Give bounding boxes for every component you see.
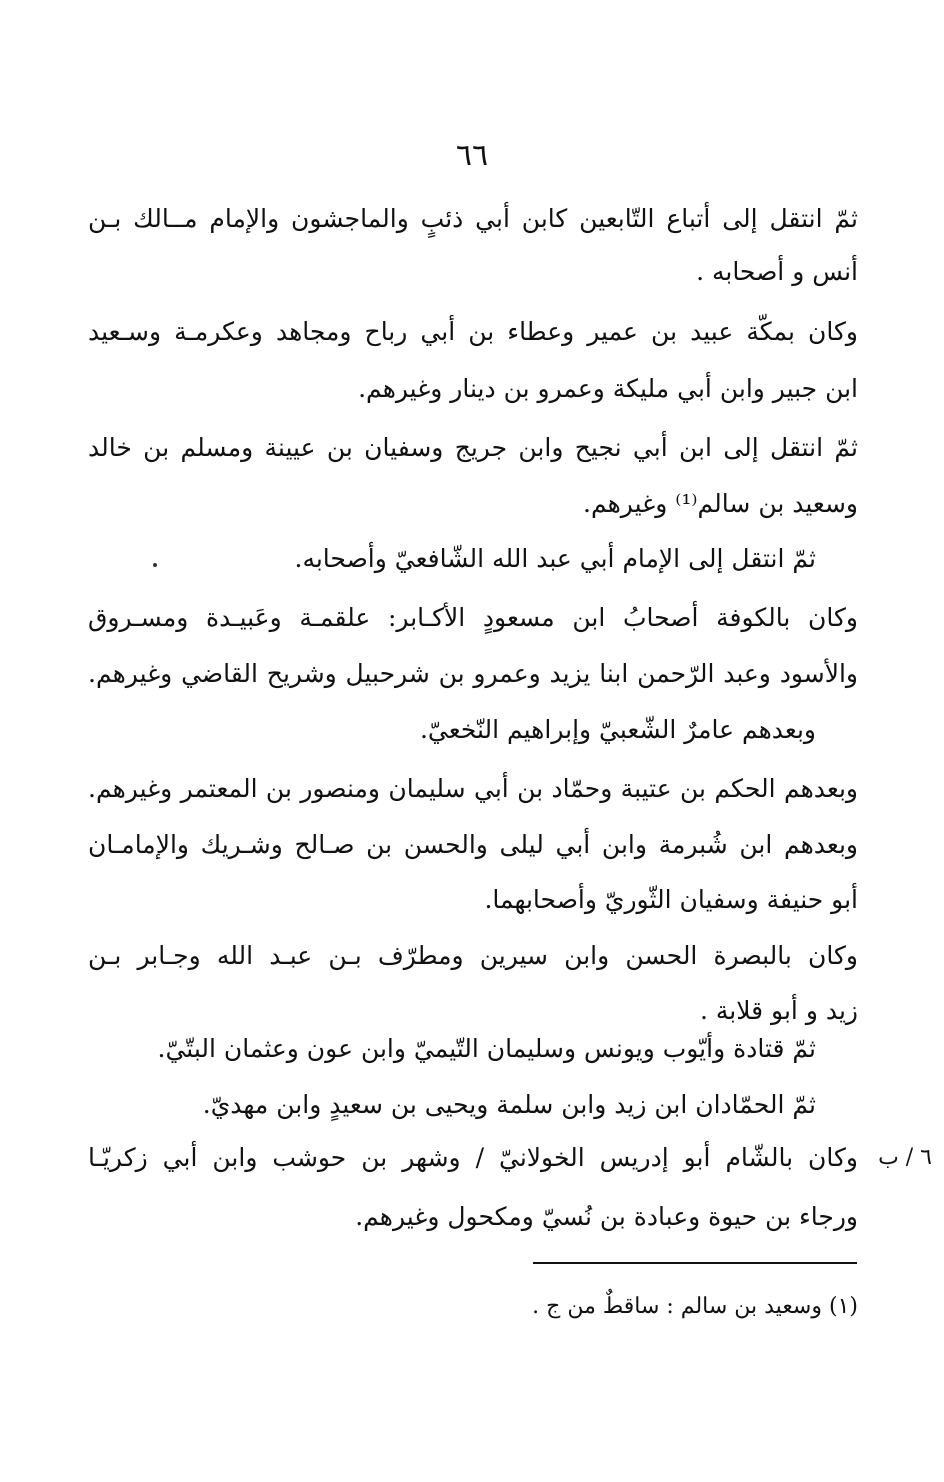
text-line: والأسود وعبد الرّحمن ابنا يزيد وعمرو بن شرحبيل وشريح القاضي وغيرهم.: [88, 659, 858, 688]
text-line: وبعدهم الحكم بن عتيبة وحمّاد بن أبي سليمان ومنصور بن المعتمر وغيرهم.: [88, 774, 858, 803]
page-number: ٦٦: [455, 138, 489, 173]
text-line: وكان بالكوفة أصحابُ ابن مسعودٍ الأكـابر: علقمـة وعَبيـدة ومسـروق: [88, 603, 858, 632]
text-line: ابن جبير وابن أبي مليكة وعمرو بن دينار وغيرهم.: [358, 374, 858, 403]
text-line: وبعدهم عامرٌ الشّعبيّ وإبراهيم النّخعيّ.: [419, 715, 816, 744]
text-line: أنس و أصحابه .: [696, 257, 858, 286]
text-line: ثمّ انتقل إلى ابن أبي نجيح وابن جريج وسفيان بن عيينة ومسلم بن خالد: [88, 433, 858, 462]
text-line: ثمّ انتقل إلى أتباع التّابعين كابن أبي ذئبٍ والماجشون والإمام مــالك بـن: [88, 204, 858, 233]
text-line: ورجاء بن حيوة وعبادة بن نُسيّ ومكحول وغيرهم.: [355, 1202, 858, 1231]
folio-margin-note: ٦ / ب: [878, 1145, 932, 1170]
text-line: زيد و أبو قلابة .: [699, 996, 858, 1025]
footnote: (١) وسعيد بن سالم : ساقطٌ من ج .: [532, 1294, 858, 1319]
text-line: ثمّ الحمّادان ابن زيد وابن سلمة ويحيى بن سعيدٍ وابن مهديّ.: [202, 1090, 816, 1119]
text-line: وكان بالبصرة الحسن وابن سيرين ومطرّف بـن عبـد الله وجـابر بـن: [88, 941, 858, 970]
text-line: وكان بمكّة عبيد بن عمير وعطاء بن أبي رباح ومجاهد وعكرمـة وسـعيد: [88, 317, 858, 346]
text-line: وكان بالشّام أبو إدريس الخولانيّ / وشهر بن حوشب وابن أبي زكريّـا: [88, 1143, 858, 1172]
text-line: ثمّ قتادة وأيّوب ويونس وسليمان التّيميّ وابن عون وعثمان البتّيّ.: [157, 1034, 816, 1063]
text-line: أبو حنيفة وسفيان الثّوريّ وأصحابهما.: [484, 885, 858, 914]
text-line: ثمّ انتقل إلى الإمام أبي عبد الله الشّافعيّ وأصحابه.: [294, 544, 816, 573]
footnote-separator: [533, 1262, 857, 1264]
ink-speck: [153, 563, 157, 567]
text-line: وسعيد بن سالم⁽¹⁾ وغيرهم.: [583, 489, 858, 518]
text-line: وبعدهم ابن شُبرمة وابن أبي ليلى والحسن بن صـالح وشـريك والإمامـان: [88, 830, 858, 859]
